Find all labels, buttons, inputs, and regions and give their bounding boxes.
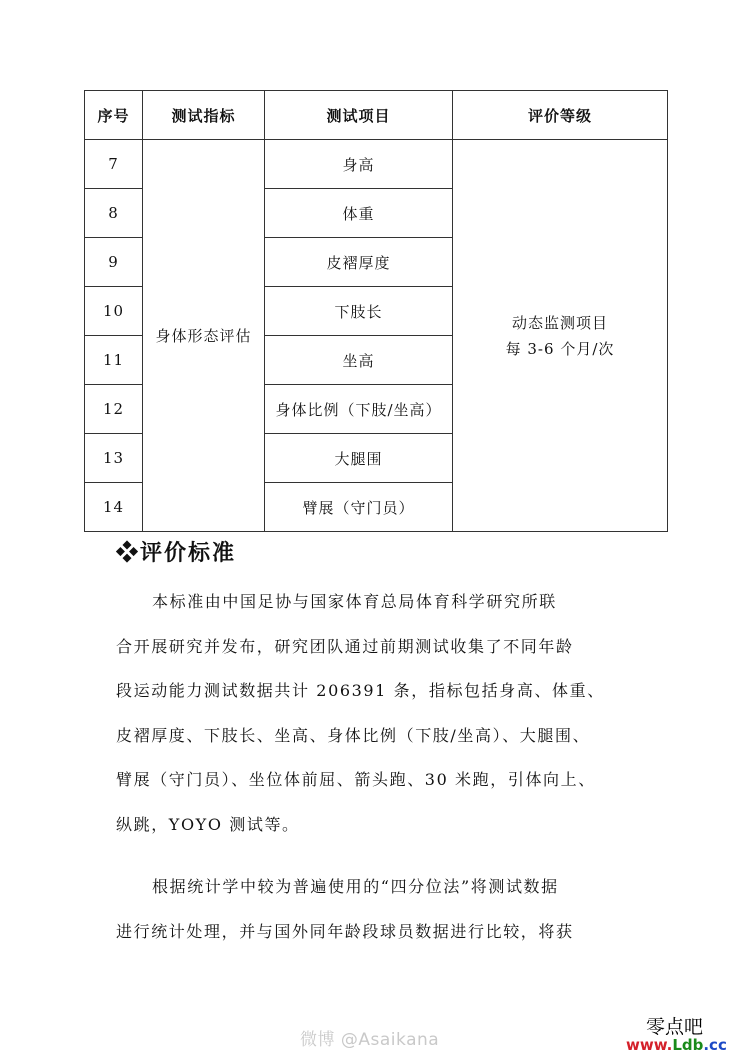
row-seq: 7 xyxy=(85,140,143,189)
header-grade: 评价等级 xyxy=(453,91,668,140)
paragraph-line: 段运动能力测试数据共计 206391 条，指标包括身高、体重、 xyxy=(116,681,605,700)
test-items-table xyxy=(84,90,668,532)
url-part-domain: Ldb xyxy=(672,1036,704,1054)
row-seq: 13 xyxy=(85,434,143,483)
paragraph-2 xyxy=(116,865,661,954)
paragraph-line: 臂展（守门员）、坐位体前屈、箭头跑、30 米跑，引体向上、 xyxy=(116,770,596,789)
header-indicator: 测试指标 xyxy=(143,91,265,140)
indicator-cell: 身体形态评估 xyxy=(143,140,265,532)
section-heading: ❖评价标准 xyxy=(116,540,237,566)
row-seq: 8 xyxy=(85,189,143,238)
site-watermark-name: 零点吧 xyxy=(646,1016,704,1038)
paragraph-line: 本标准由中国足协与国家体育总局体育科学研究所联 xyxy=(152,592,557,611)
grade-line-2: 每 3-6 个月/次 xyxy=(505,339,615,358)
row-item: 身体比例（下肢/坐高） xyxy=(265,385,453,434)
paragraph-line: 皮褶厚度、下肢长、坐高、身体比例（下肢/坐高）、大腿围、 xyxy=(116,725,591,745)
paragraph-line: 合开展研究并发布，研究团队通过前期测试收集了不同年龄 xyxy=(116,636,574,656)
paragraph-line: 进行统计处理，并与国外同年龄段球员数据进行比较，将获 xyxy=(116,921,574,941)
row-item: 皮褶厚度 xyxy=(265,238,453,287)
grade-line-1: 动态监测项目 xyxy=(511,313,608,332)
paragraph-1 xyxy=(116,580,661,847)
row-seq: 14 xyxy=(85,483,143,532)
table-header-row xyxy=(85,91,668,140)
row-item: 身高 xyxy=(265,140,453,189)
site-watermark-url xyxy=(626,1036,727,1054)
row-item: 大腿围 xyxy=(265,434,453,483)
weibo-watermark: 微博 @Asaikana xyxy=(300,1030,440,1050)
url-part-tld: .cc xyxy=(703,1036,727,1054)
grade-cell xyxy=(453,140,668,532)
paragraph-line: 纵跳，YOYO 测试等。 xyxy=(116,814,300,834)
row-item: 体重 xyxy=(265,189,453,238)
row-item: 下肢长 xyxy=(265,287,453,336)
url-part-prefix: www. xyxy=(626,1036,673,1054)
paragraph-line: 根据统计学中较为普遍使用的“四分位法”将测试数据 xyxy=(152,877,559,896)
row-seq: 12 xyxy=(85,385,143,434)
row-item: 坐高 xyxy=(265,336,453,385)
row-item: 臂展（守门员） xyxy=(265,483,453,532)
header-seq: 序号 xyxy=(85,91,143,140)
row-seq: 9 xyxy=(85,238,143,287)
table-row xyxy=(85,140,668,189)
row-seq: 11 xyxy=(85,336,143,385)
header-item: 测试项目 xyxy=(265,91,453,140)
row-seq: 10 xyxy=(85,287,143,336)
